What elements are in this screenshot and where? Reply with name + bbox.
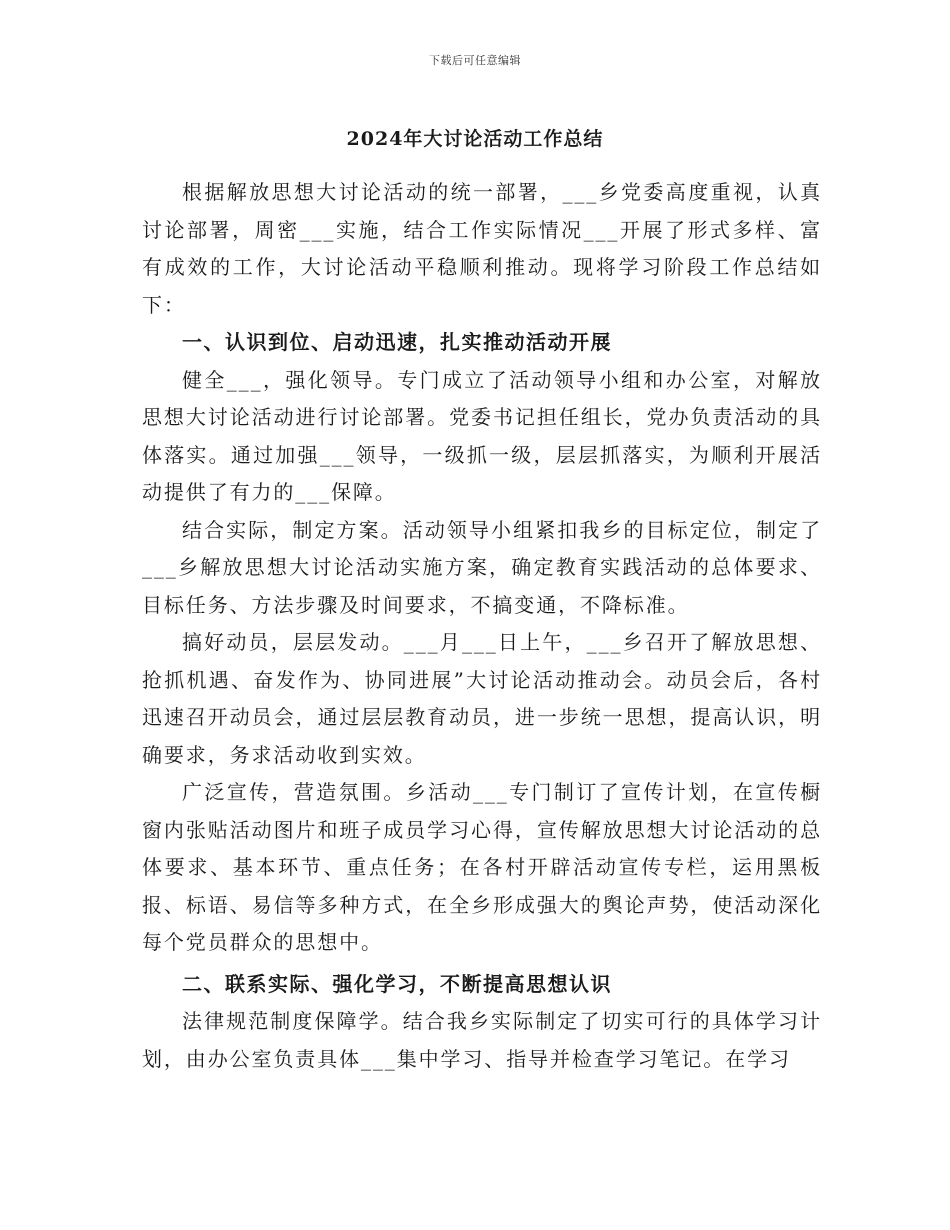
section-1-paragraph-2: 结合实际，制定方案。活动领导小组紧扣我乡的目标定位，制定了___乡解放思想大讨论活动实施方案，确定教育实践活动的总体要求、目标任务、方法步骤及时间要求，不搞变通，不降标准。 xyxy=(142,517,822,617)
header-note: 下载后可任意编辑 xyxy=(429,54,521,67)
section-1-paragraph-1: 健全___，强化领导。专门成立了活动领导小组和办公室，对解放思想大讨论活动进行讨论部署。党委书记担任组长，党办负责活动的具体落实。通过加强___领导，一级抓一级，层层抓落实，为顺利开展活动提供了有力的___保障。 xyxy=(142,367,822,504)
section-1-paragraph-3: 搞好动员，层层发动。___月___日上午，___乡召开了解放思想、抢抓机遇、奋发作为、协同进展”大讨论活动推动会。动员会后，各村迅速召开动员会，通过层层教育动员，进一步统一思想，提高认识，明确要求，务求活动收到实效。 xyxy=(142,630,822,767)
section-1-paragraph-4: 广泛宣传，营造氛围。乡活动___专门制订了宣传计划，在宣传橱窗内张贴活动图片和班子成员学习心得，宣传解放思想大讨论活动的总体要求、基本环节、重点任务；在各村开辟活动宣传专栏，运用黑板报、标语、易信等多种方式，在全乡形成强大的舆论声势，使活动深化每个党员群众的思想中。 xyxy=(142,780,822,954)
section-1-heading: 一、认识到位、启动迅速，扎实推动活动开展 xyxy=(182,330,612,354)
document-title: 2024年大讨论活动工作总结 xyxy=(346,128,604,150)
intro-paragraph: 根据解放思想大讨论活动的统一部署，___乡党委高度重视，认真讨论部署，周密___实施，结合工作实际情况___开展了形式多样、富有成效的工作，大讨论活动平稳顺利推动。现将学习阶段工作总结如下： xyxy=(142,180,822,317)
section-2-heading: 二、联系实际、强化学习，不断提高思想认识 xyxy=(182,971,612,996)
document-body xyxy=(142,174,822,1078)
section-2-paragraph-1: 法律规范制度保障学。结合我乡实际制定了切实可行的具体学习计划，由办公室负责具体___集中学习、指导并检查学习笔记。在学习 xyxy=(142,1009,822,1071)
